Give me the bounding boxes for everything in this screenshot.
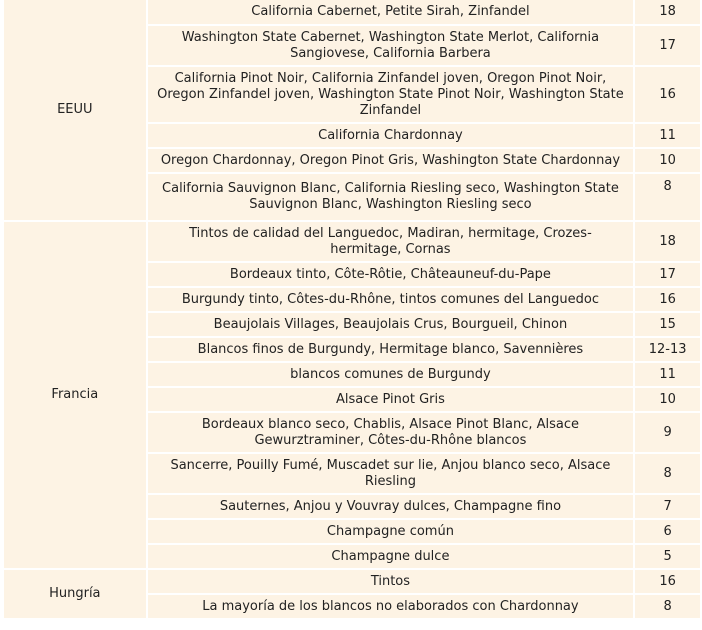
score-cell: 8 (635, 595, 700, 618)
score-cell: 16 (635, 288, 700, 311)
wine-cell: Bordeaux blanco seco, Chablis, Alsace Pinot Blanc, Alsace Gewurztraminer, Côtes-du-Rhône blancos (148, 413, 634, 452)
wine-cell: Champagne dulce (148, 545, 634, 568)
score-cell: 10 (635, 388, 700, 411)
score-cell: 8 (635, 454, 700, 493)
score-cell: 9 (635, 413, 700, 452)
score-cell: 17 (635, 263, 700, 286)
wine-cell: Tintos (148, 570, 634, 593)
wine-cell: Burgundy tinto, Côtes-du-Rhône, tintos comunes del Languedoc (148, 288, 634, 311)
wine-cell: La mayoría de los blancos no elaborados con Chardonnay (148, 595, 634, 618)
score-cell: 10 (635, 149, 700, 172)
wine-cell: Washington State Cabernet, Washington State Merlot, California Sangiovese, California Barbera (148, 26, 634, 65)
wine-cell: Oregon Chardonnay, Oregon Pinot Gris, Washington State Chardonnay (148, 149, 634, 172)
score-cell: 12-13 (635, 338, 700, 361)
wine-cell: Blancos finos de Burgundy, Hermitage blanco, Savennières (148, 338, 634, 361)
country-cell: EEUU (4, 0, 146, 220)
wine-table (2, 0, 702, 620)
table-row (4, 0, 700, 24)
score-cell: 7 (635, 495, 700, 518)
score-cell: 16 (635, 67, 700, 122)
score-cell: 18 (635, 222, 700, 261)
score-cell: 5 (635, 545, 700, 568)
score-cell: 11 (635, 363, 700, 386)
table-row (4, 570, 700, 593)
score-cell: 11 (635, 124, 700, 147)
wine-cell: California Sauvignon Blanc, California Riesling seco, Washington State Sauvignon Blanc, Washington Riesling seco (148, 174, 634, 220)
score-cell: 16 (635, 570, 700, 593)
wine-cell: Beaujolais Villages, Beaujolais Crus, Bourgueil, Chinon (148, 313, 634, 336)
score-cell: 8 (635, 174, 700, 220)
wine-cell: Bordeaux tinto, Côte-Rôtie, Châteauneuf-du-Pape (148, 263, 634, 286)
country-cell: Francia (4, 222, 146, 568)
wine-cell: Tintos de calidad del Languedoc, Madiran, hermitage, Crozes-hermitage, Cornas (148, 222, 634, 261)
wine-cell: Sauternes, Anjou y Vouvray dulces, Champagne fino (148, 495, 634, 518)
wine-cell: Sancerre, Pouilly Fumé, Muscadet sur lie, Anjou blanco seco, Alsace Riesling (148, 454, 634, 493)
score-cell: 15 (635, 313, 700, 336)
score-cell: 6 (635, 520, 700, 543)
wine-cell: California Cabernet, Petite Sirah, Zinfandel (148, 0, 634, 24)
wine-cell: California Chardonnay (148, 124, 634, 147)
country-cell: Hungría (4, 570, 146, 618)
score-cell: 18 (635, 0, 700, 24)
wine-cell: Alsace Pinot Gris (148, 388, 634, 411)
wine-cell: blancos comunes de Burgundy (148, 363, 634, 386)
score-cell: 17 (635, 26, 700, 65)
wine-cell: Champagne común (148, 520, 634, 543)
wine-cell: California Pinot Noir, California Zinfandel joven, Oregon Pinot Noir, Oregon Zinfandel joven, Washington State Pinot Noir, Washington State Zinfandel (148, 67, 634, 122)
table-row (4, 222, 700, 261)
